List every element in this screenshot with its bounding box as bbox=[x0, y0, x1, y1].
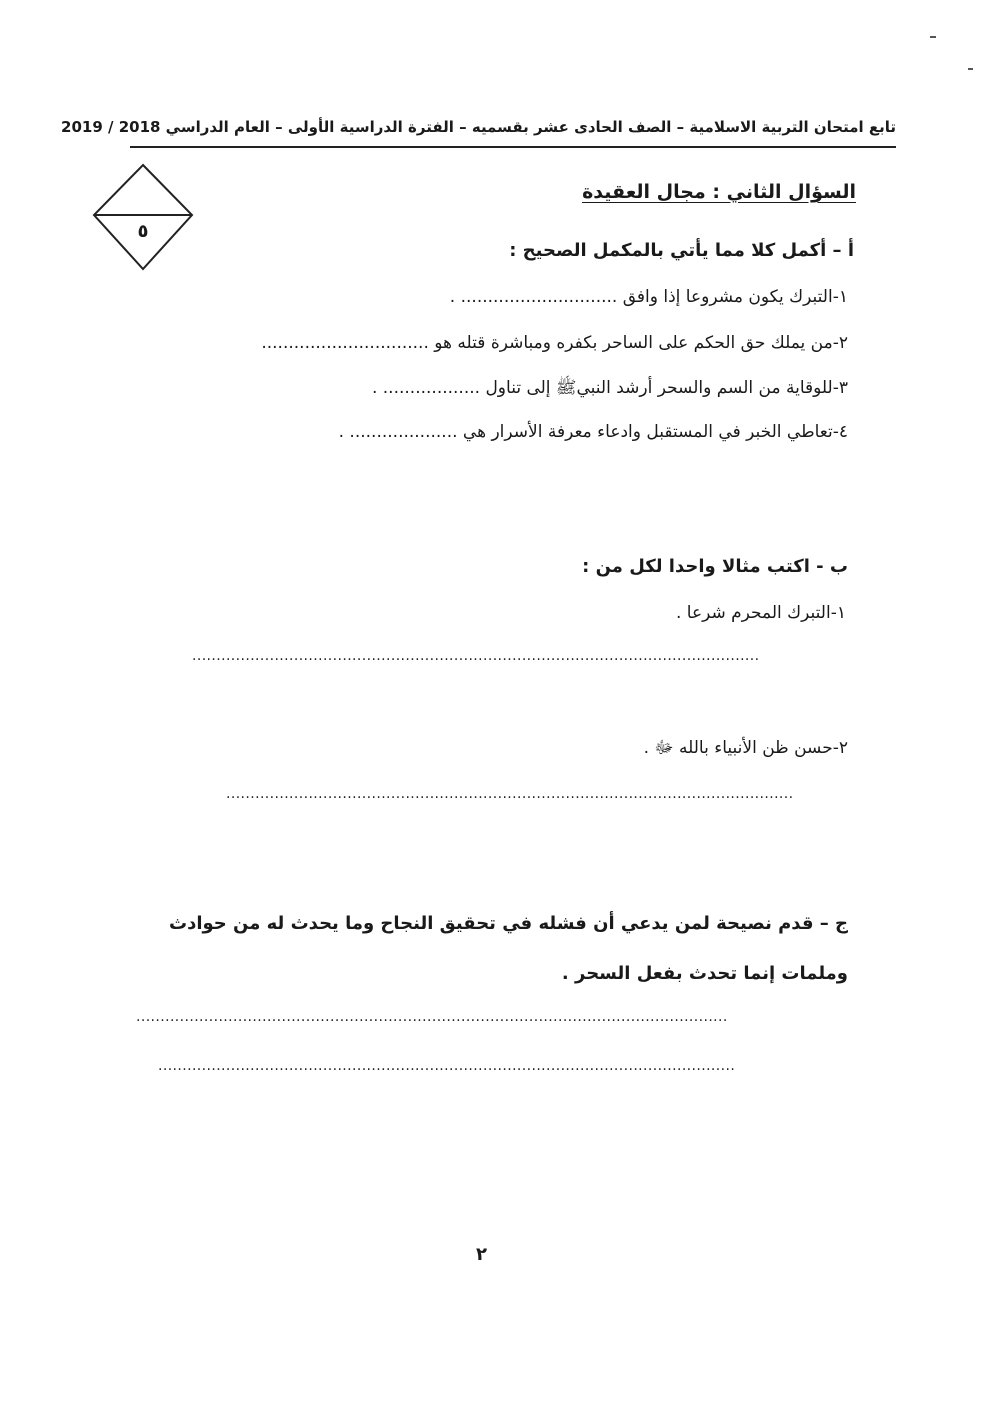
part-a-item: ٤-تعاطي الخبر في المستقبل وادعاء معرفة الأسرار هي .................... . bbox=[338, 422, 848, 442]
scan-mark bbox=[968, 68, 973, 70]
section-title: السؤال الثاني : مجال العقيدة bbox=[582, 181, 856, 203]
score-value: ٥ bbox=[137, 221, 149, 242]
part-b-heading: ب - اكتب مثالا واحدا لكل من : bbox=[582, 556, 848, 577]
part-a-heading: أ – أكمل كلا مما يأتي بالمكمل الصحيح : bbox=[509, 240, 854, 261]
score-box bbox=[92, 163, 194, 271]
part-c-heading-continued: وملمات إنما تحدث بفعل السحر . bbox=[561, 963, 848, 984]
scan-mark bbox=[930, 36, 936, 38]
exam-header: تابع امتحان التربية الاسلامية – الصف الحادى عشر بقسميه – الفترة الدراسية الأولى – العام الدراسي 2018 / 2019 bbox=[61, 118, 896, 136]
answer-line[interactable]: ..................................................................................................................... bbox=[192, 648, 760, 664]
part-b-prompt: ٢-حسن ظن الأنبياء بالله ﷻ . bbox=[643, 738, 848, 758]
answer-line[interactable]: ....................................................................................................................... bbox=[158, 1058, 736, 1074]
score-diamond-icon bbox=[92, 163, 194, 271]
part-c-heading: ج – قدم نصيحة لمن يدعي أن فشله في تحقيق النجاح وما يحدث له من حوادث bbox=[169, 913, 848, 934]
part-a-item: ١-التبرك يكون مشروعا إذا وافق ............................. . bbox=[449, 287, 848, 307]
part-a-item: ٢-من يملك حق الحكم على الساحر بكفره ومباشرة قتله هو ............................... bbox=[261, 333, 848, 353]
part-a-item: ٣-للوقاية من السم والسحر أرشد النبيﷺ إلى تناول .................. . bbox=[371, 378, 848, 398]
page-number: ٢ bbox=[476, 1244, 487, 1265]
answer-line[interactable]: ..................................................................................................................... bbox=[226, 786, 794, 802]
answer-line[interactable]: .......................................................................................................................... bbox=[136, 1009, 728, 1025]
part-b-prompt: ١-التبرك المحرم شرعا . bbox=[675, 603, 846, 623]
header-underline bbox=[130, 146, 896, 148]
